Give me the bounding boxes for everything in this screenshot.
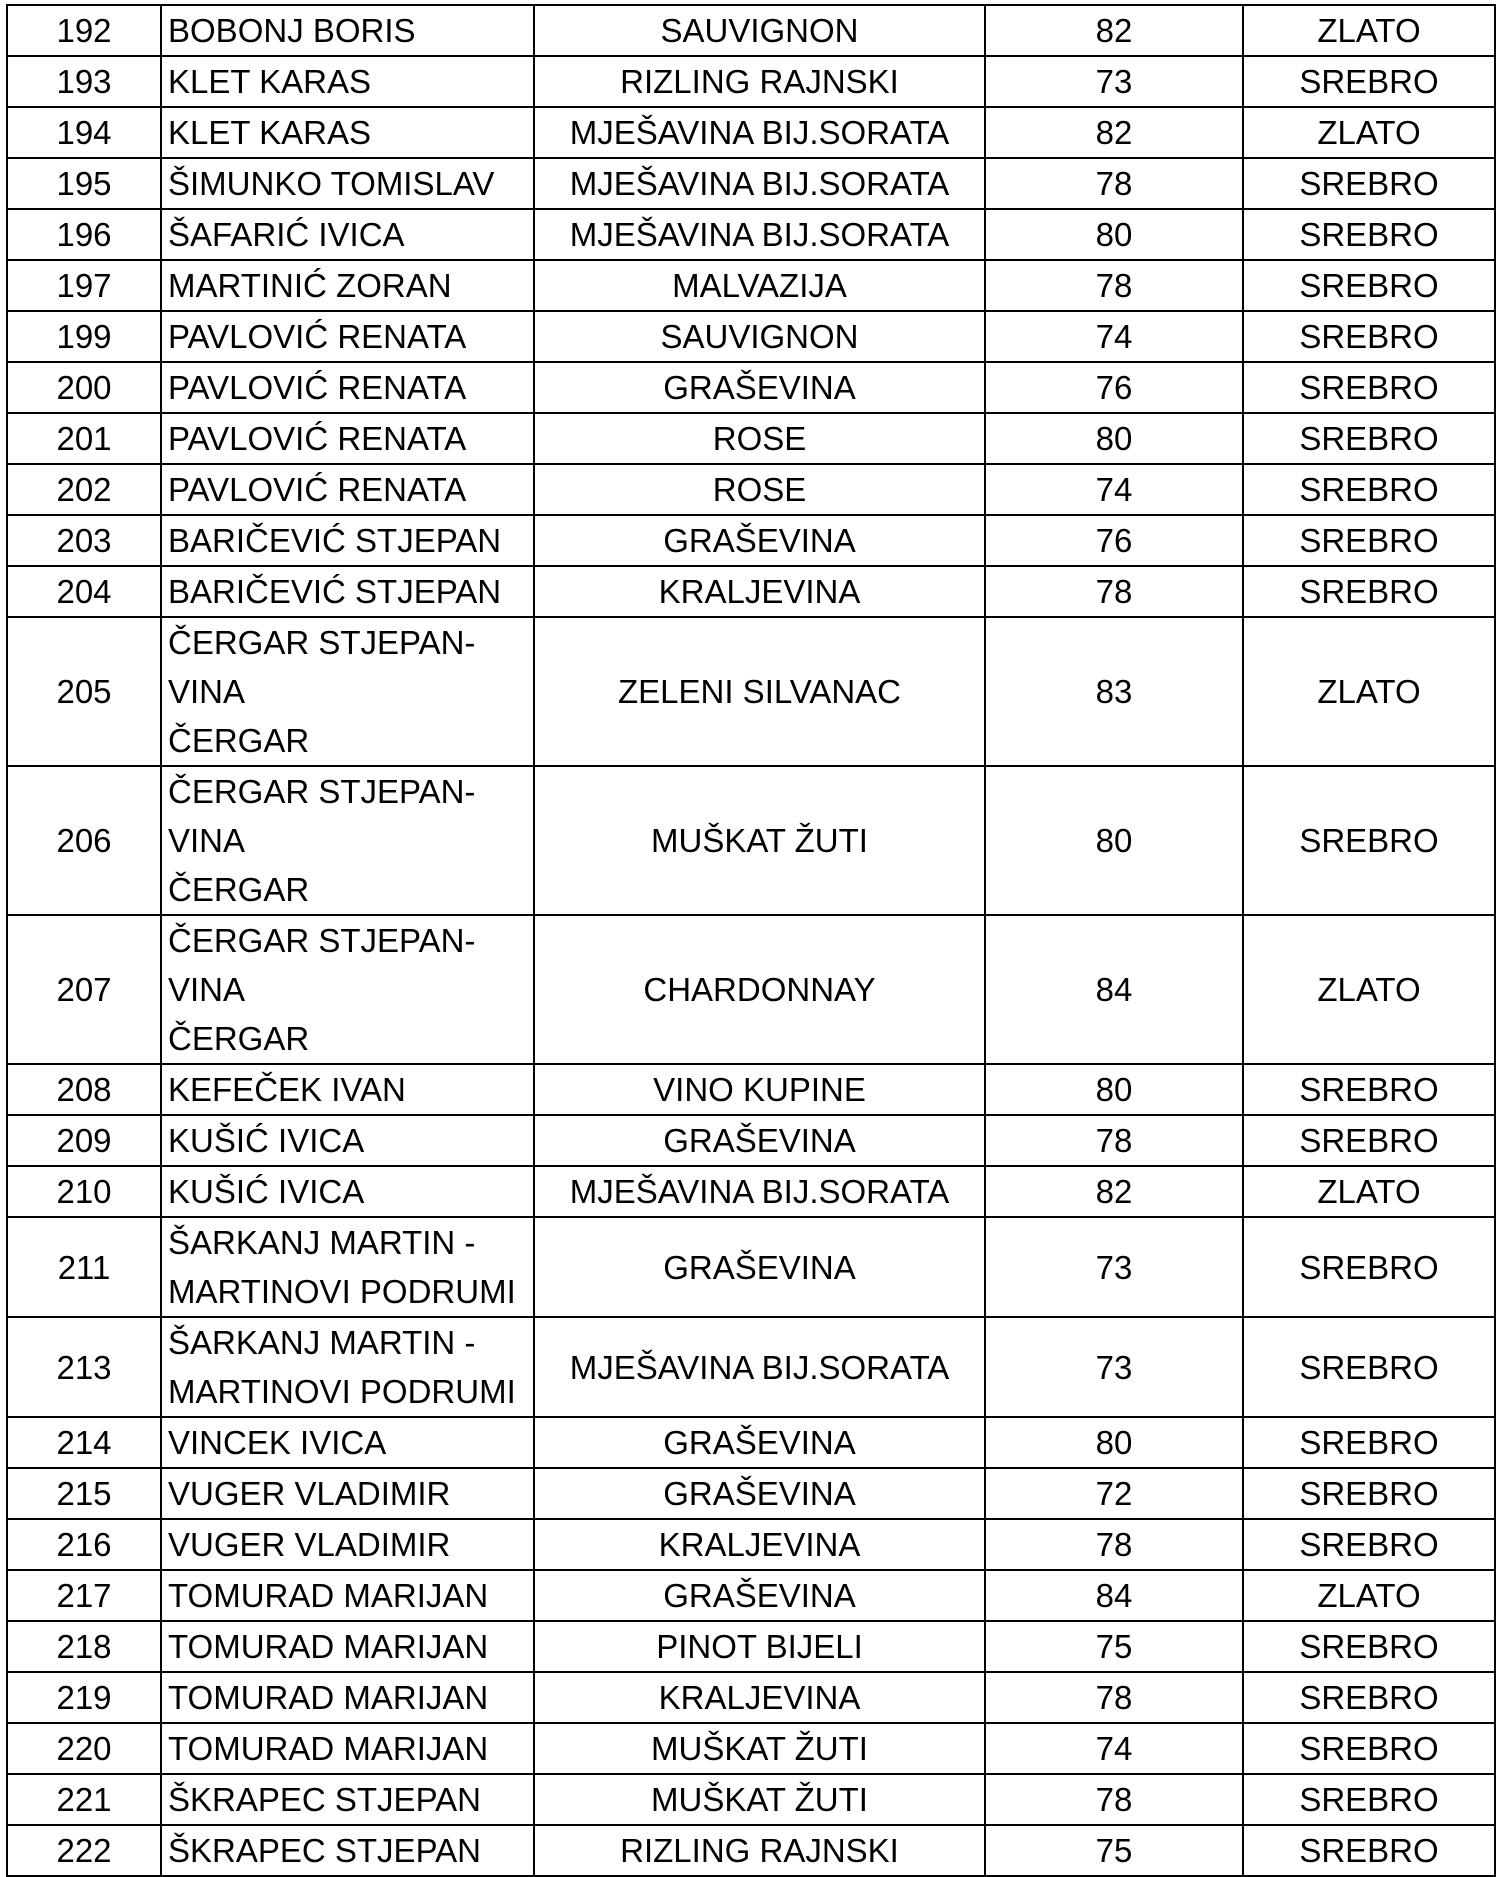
entry-number-cell: 214 <box>7 1417 161 1468</box>
producer-name-line: KUŠIĆ IVICA <box>168 1173 365 1210</box>
medal-cell: SREBRO <box>1243 1672 1495 1723</box>
medal-cell: SREBRO <box>1243 1317 1495 1417</box>
producer-name-line: MARTINOVI PODRUMI <box>168 1373 516 1410</box>
score-cell: 82 <box>985 107 1243 158</box>
producer-name-cell <box>161 209 534 260</box>
wine-variety-cell: MJEŠAVINA BIJ.SORATA <box>534 107 985 158</box>
entry-number-cell: 193 <box>7 56 161 107</box>
producer-name-line: KUŠIĆ IVICA <box>168 1122 365 1159</box>
entry-number-cell: 204 <box>7 566 161 617</box>
producer-name-line: ŠAFARIĆ IVICA <box>168 216 405 253</box>
results-table-body <box>7 5 1495 1876</box>
producer-name-cell <box>161 413 534 464</box>
producer-name-cell <box>161 1825 534 1876</box>
score-cell: 75 <box>985 1825 1243 1876</box>
results-table <box>6 4 1496 1877</box>
wine-variety-cell: GRAŠEVINA <box>534 1115 985 1166</box>
medal-cell: SREBRO <box>1243 1519 1495 1570</box>
wine-variety-cell: MALVAZIJA <box>534 260 985 311</box>
wine-variety-cell: KRALJEVINA <box>534 566 985 617</box>
medal-cell: SREBRO <box>1243 1417 1495 1468</box>
producer-name-line: TOMURAD MARIJAN <box>168 1679 489 1716</box>
score-cell: 76 <box>985 515 1243 566</box>
table-row <box>7 1825 1495 1876</box>
table-row <box>7 1570 1495 1621</box>
entry-number-cell: 220 <box>7 1723 161 1774</box>
entry-number-cell: 219 <box>7 1672 161 1723</box>
table-row <box>7 1217 1495 1317</box>
table-row <box>7 1064 1495 1115</box>
medal-cell: SREBRO <box>1243 362 1495 413</box>
score-cell: 74 <box>985 1723 1243 1774</box>
medal-cell: SREBRO <box>1243 56 1495 107</box>
producer-name-cell <box>161 515 534 566</box>
producer-name-line: PAVLOVIĆ RENATA <box>168 471 467 508</box>
wine-variety-cell: MJEŠAVINA BIJ.SORATA <box>534 1166 985 1217</box>
score-cell: 84 <box>985 915 1243 1064</box>
producer-name-line: VUGER VLADIMIR <box>168 1475 451 1512</box>
producer-name-cell <box>161 1166 534 1217</box>
medal-cell: SREBRO <box>1243 1468 1495 1519</box>
score-cell: 83 <box>985 617 1243 766</box>
entry-number-cell: 210 <box>7 1166 161 1217</box>
wine-variety-cell: RIZLING RAJNSKI <box>534 56 985 107</box>
score-cell: 78 <box>985 158 1243 209</box>
table-row <box>7 413 1495 464</box>
producer-name-line: KLET KARAS <box>168 63 371 100</box>
table-row <box>7 566 1495 617</box>
producer-name-line: ČERGAR <box>168 871 310 908</box>
score-cell: 73 <box>985 1317 1243 1417</box>
score-cell: 75 <box>985 1621 1243 1672</box>
medal-cell: SREBRO <box>1243 1825 1495 1876</box>
producer-name-cell <box>161 1621 534 1672</box>
producer-name-cell <box>161 1417 534 1468</box>
producer-name-line: TOMURAD MARIJAN <box>168 1628 489 1665</box>
table-row <box>7 1317 1495 1417</box>
wine-variety-cell: GRAŠEVINA <box>534 1468 985 1519</box>
table-row <box>7 1621 1495 1672</box>
producer-name-line: VUGER VLADIMIR <box>168 1526 451 1563</box>
score-cell: 80 <box>985 766 1243 915</box>
table-row <box>7 617 1495 766</box>
wine-variety-cell: ROSE <box>534 413 985 464</box>
entry-number-cell: 208 <box>7 1064 161 1115</box>
table-row <box>7 515 1495 566</box>
producer-name-line: PAVLOVIĆ RENATA <box>168 318 467 355</box>
producer-name-cell <box>161 1672 534 1723</box>
wine-variety-cell: MUŠKAT ŽUTI <box>534 766 985 915</box>
producer-name-cell <box>161 1519 534 1570</box>
entry-number-cell: 203 <box>7 515 161 566</box>
wine-variety-cell: MJEŠAVINA BIJ.SORATA <box>534 209 985 260</box>
wine-variety-cell: RIZLING RAJNSKI <box>534 1825 985 1876</box>
entry-number-cell: 217 <box>7 1570 161 1621</box>
wine-variety-cell: ROSE <box>534 464 985 515</box>
score-cell: 74 <box>985 464 1243 515</box>
wine-variety-cell: KRALJEVINA <box>534 1519 985 1570</box>
medal-cell: SREBRO <box>1243 566 1495 617</box>
table-row <box>7 1672 1495 1723</box>
producer-name-cell <box>161 158 534 209</box>
producer-name-cell <box>161 5 534 56</box>
score-cell: 78 <box>985 1672 1243 1723</box>
producer-name-cell <box>161 1570 534 1621</box>
medal-cell: ZLATO <box>1243 1570 1495 1621</box>
medal-cell: SREBRO <box>1243 1723 1495 1774</box>
wine-variety-cell: MJEŠAVINA BIJ.SORATA <box>534 158 985 209</box>
producer-name-cell <box>161 107 534 158</box>
producer-name-line: KEFEČEK IVAN <box>168 1071 406 1108</box>
medal-cell: SREBRO <box>1243 1064 1495 1115</box>
score-cell: 82 <box>985 5 1243 56</box>
wine-variety-cell: MJEŠAVINA BIJ.SORATA <box>534 1317 985 1417</box>
wine-variety-cell: GRAŠEVINA <box>534 515 985 566</box>
medal-cell: ZLATO <box>1243 617 1495 766</box>
wine-variety-cell: PINOT BIJELI <box>534 1621 985 1672</box>
producer-name-cell <box>161 464 534 515</box>
producer-name-cell <box>161 362 534 413</box>
producer-name-cell <box>161 1468 534 1519</box>
score-cell: 78 <box>985 260 1243 311</box>
entry-number-cell: 206 <box>7 766 161 915</box>
entry-number-cell: 209 <box>7 1115 161 1166</box>
score-cell: 80 <box>985 1064 1243 1115</box>
producer-name-cell <box>161 56 534 107</box>
medal-cell: SREBRO <box>1243 515 1495 566</box>
medal-cell: SREBRO <box>1243 766 1495 915</box>
entry-number-cell: 216 <box>7 1519 161 1570</box>
score-cell: 73 <box>985 1217 1243 1317</box>
medal-cell: SREBRO <box>1243 464 1495 515</box>
wine-variety-cell: GRAŠEVINA <box>534 1417 985 1468</box>
table-row <box>7 1774 1495 1825</box>
score-cell: 73 <box>985 56 1243 107</box>
entry-number-cell: 195 <box>7 158 161 209</box>
entry-number-cell: 202 <box>7 464 161 515</box>
medal-cell: SREBRO <box>1243 1115 1495 1166</box>
table-row <box>7 107 1495 158</box>
producer-name-cell <box>161 1115 534 1166</box>
medal-cell: SREBRO <box>1243 158 1495 209</box>
producer-name-line: KLET KARAS <box>168 114 371 151</box>
producer-name-cell <box>161 1064 534 1115</box>
entry-number-cell: 205 <box>7 617 161 766</box>
wine-variety-cell: KRALJEVINA <box>534 1672 985 1723</box>
table-row <box>7 1519 1495 1570</box>
medal-cell: SREBRO <box>1243 260 1495 311</box>
entry-number-cell: 215 <box>7 1468 161 1519</box>
producer-name-line: ČERGAR STJEPAN-VINA <box>168 773 476 859</box>
score-cell: 84 <box>985 1570 1243 1621</box>
table-row <box>7 1468 1495 1519</box>
producer-name-line: VINCEK IVICA <box>168 1424 387 1461</box>
producer-name-cell <box>161 1723 534 1774</box>
producer-name-line: BARIČEVIĆ STJEPAN <box>168 522 502 559</box>
table-row <box>7 464 1495 515</box>
entry-number-cell: 213 <box>7 1317 161 1417</box>
producer-name-cell <box>161 1317 534 1417</box>
medal-cell: ZLATO <box>1243 1166 1495 1217</box>
score-cell: 80 <box>985 209 1243 260</box>
entry-number-cell: 199 <box>7 311 161 362</box>
producer-name-line: MARTINOVI PODRUMI <box>168 1273 516 1310</box>
producer-name-line: BOBONJ BORIS <box>168 12 416 49</box>
table-row <box>7 1115 1495 1166</box>
table-row <box>7 1417 1495 1468</box>
producer-name-line: ŠARKANJ MARTIN - <box>168 1224 476 1261</box>
wine-variety-cell: GRAŠEVINA <box>534 362 985 413</box>
score-cell: 74 <box>985 311 1243 362</box>
table-row <box>7 158 1495 209</box>
producer-name-cell <box>161 617 534 766</box>
entry-number-cell: 192 <box>7 5 161 56</box>
producer-name-line: ŠARKANJ MARTIN - <box>168 1324 476 1361</box>
entry-number-cell: 222 <box>7 1825 161 1876</box>
wine-variety-cell: CHARDONNAY <box>534 915 985 1064</box>
score-cell: 80 <box>985 413 1243 464</box>
table-row <box>7 311 1495 362</box>
entry-number-cell: 221 <box>7 1774 161 1825</box>
wine-variety-cell: SAUVIGNON <box>534 311 985 362</box>
producer-name-line: BARIČEVIĆ STJEPAN <box>168 573 502 610</box>
wine-variety-cell: GRAŠEVINA <box>534 1217 985 1317</box>
producer-name-line: ŠKRAPEC STJEPAN <box>168 1781 481 1818</box>
table-row <box>7 766 1495 915</box>
medal-cell: SREBRO <box>1243 311 1495 362</box>
producer-name-cell <box>161 766 534 915</box>
medal-cell: ZLATO <box>1243 5 1495 56</box>
medal-cell: SREBRO <box>1243 413 1495 464</box>
score-cell: 80 <box>985 1417 1243 1468</box>
producer-name-line: PAVLOVIĆ RENATA <box>168 420 467 457</box>
entry-number-cell: 196 <box>7 209 161 260</box>
table-row <box>7 56 1495 107</box>
table-row <box>7 1723 1495 1774</box>
producer-name-cell <box>161 915 534 1064</box>
table-row <box>7 260 1495 311</box>
wine-variety-cell: GRAŠEVINA <box>534 1570 985 1621</box>
score-cell: 78 <box>985 566 1243 617</box>
medal-cell: SREBRO <box>1243 209 1495 260</box>
table-row <box>7 1166 1495 1217</box>
medal-cell: ZLATO <box>1243 915 1495 1064</box>
producer-name-cell <box>161 260 534 311</box>
producer-name-cell <box>161 1774 534 1825</box>
medal-cell: SREBRO <box>1243 1774 1495 1825</box>
score-cell: 72 <box>985 1468 1243 1519</box>
table-row <box>7 5 1495 56</box>
wine-variety-cell: SAUVIGNON <box>534 5 985 56</box>
producer-name-cell <box>161 311 534 362</box>
entry-number-cell: 201 <box>7 413 161 464</box>
score-cell: 78 <box>985 1519 1243 1570</box>
producer-name-line: ČERGAR <box>168 722 310 759</box>
wine-variety-cell: MUŠKAT ŽUTI <box>534 1774 985 1825</box>
table-row <box>7 362 1495 413</box>
wine-variety-cell: ZELENI SILVANAC <box>534 617 985 766</box>
entry-number-cell: 194 <box>7 107 161 158</box>
wine-variety-cell: VINO KUPINE <box>534 1064 985 1115</box>
medal-cell: ZLATO <box>1243 107 1495 158</box>
score-cell: 78 <box>985 1774 1243 1825</box>
score-cell: 76 <box>985 362 1243 413</box>
producer-name-line: MARTINIĆ ZORAN <box>168 267 452 304</box>
producer-name-line: ČERGAR STJEPAN-VINA <box>168 922 476 1008</box>
medal-cell: SREBRO <box>1243 1217 1495 1317</box>
entry-number-cell: 207 <box>7 915 161 1064</box>
producer-name-line: ČERGAR <box>168 1020 310 1057</box>
wine-variety-cell: MUŠKAT ŽUTI <box>534 1723 985 1774</box>
score-cell: 78 <box>985 1115 1243 1166</box>
entry-number-cell: 211 <box>7 1217 161 1317</box>
producer-name-line: PAVLOVIĆ RENATA <box>168 369 467 406</box>
entry-number-cell: 197 <box>7 260 161 311</box>
producer-name-line: ČERGAR STJEPAN-VINA <box>168 624 476 710</box>
producer-name-line: TOMURAD MARIJAN <box>168 1730 489 1767</box>
producer-name-cell <box>161 1217 534 1317</box>
entry-number-cell: 218 <box>7 1621 161 1672</box>
producer-name-line: TOMURAD MARIJAN <box>168 1577 489 1614</box>
medal-cell: SREBRO <box>1243 1621 1495 1672</box>
producer-name-line: ŠKRAPEC STJEPAN <box>168 1832 481 1869</box>
producer-name-line: ŠIMUNKO TOMISLAV <box>168 165 495 202</box>
table-row <box>7 209 1495 260</box>
producer-name-cell <box>161 566 534 617</box>
score-cell: 82 <box>985 1166 1243 1217</box>
table-row <box>7 915 1495 1064</box>
entry-number-cell: 200 <box>7 362 161 413</box>
